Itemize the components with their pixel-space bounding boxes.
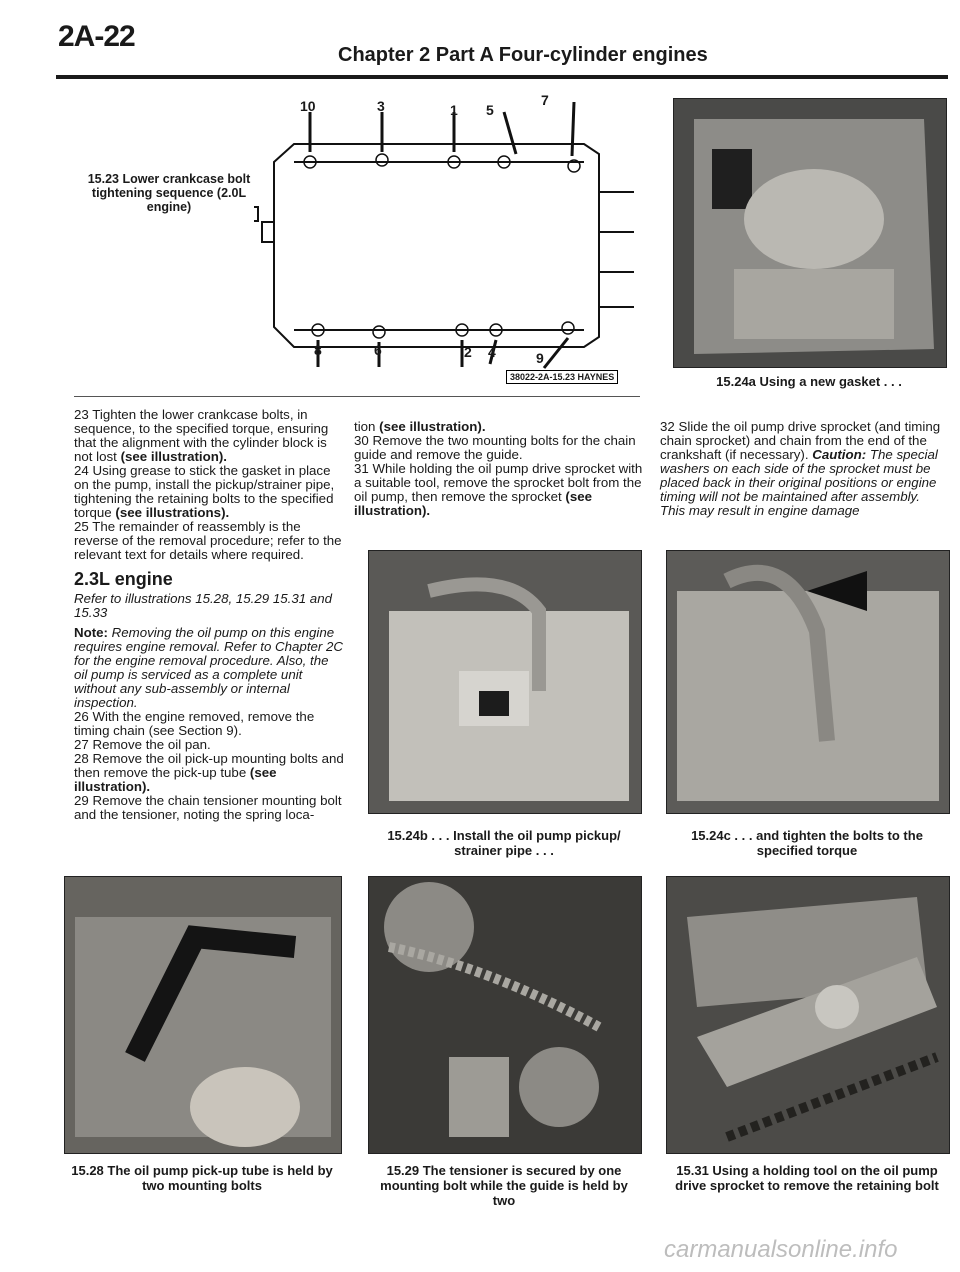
photo-15-24a [673,98,947,368]
page-number: 2A-22 [58,20,135,53]
paragraph-26: 26 With the engine removed, remove the timing chain (see Section 9). [74,709,315,738]
caption-15-24c: 15.24c . . . and tighten the bolts to the specified torque [691,828,923,858]
bolt-number-top-5: 7 [541,92,549,108]
bolt-number-bottom-5: 9 [536,350,544,366]
bolt-number-bottom-4: 4 [488,344,496,360]
photo-15-28 [64,876,342,1154]
bolt-number-bottom-1: 8 [314,342,322,358]
section-heading: 2.3L engine [74,569,173,589]
section-divider [74,396,640,397]
caption-15-28: 15.28 The oil pump pick-up tube is held by two mounting bolts [71,1163,333,1193]
caption-15-29: 15.29 The tensioner is secured by one mounting bolt while the guide is held by two [380,1163,628,1208]
watermark: carmanualsonline.info [664,1236,898,1263]
chapter-title: Chapter 2 Part A Four-cylinder engines [338,44,708,66]
paragraph-27: 27 Remove the oil pan. [74,737,211,752]
bolt-number-bottom-2: 6 [374,342,382,358]
photo-15-24c [666,550,950,814]
diagram-15-23 [74,92,644,388]
bolt-number-bottom-3: 2 [464,344,472,360]
illustration-reference: Refer to illustrations 15.28, 15.29 15.31 and 15.33 [74,591,332,620]
photo-15-24b [368,550,642,814]
crankcase-outline-drawing [254,92,644,388]
paragraph-29-cont: tion (see illustration). [354,419,486,434]
paragraph-30: 30 Remove the two mounting bolts for the chain guide and remove the guide. [354,433,636,462]
header-rule [56,75,948,79]
diagram-caption: 15.23 Lower crankcase bolt tightening sequence (2.0L engine) [87,172,251,214]
paragraph-28: 28 Remove the oil pick-up mounting bolts and then remove the pick-up tube (see illustration). [74,751,344,794]
bolt-number-top-3: 1 [450,102,458,118]
paragraph-29: 29 Remove the chain tensioner mounting bolt and the tensioner, noting the spring loca- [74,793,342,822]
paragraph-31: 31 While holding the oil pump drive sprocket with a suitable tool, remove the sprocket bolt from the oil pump, then remove the sprocket (see illustration). [354,461,643,518]
diagram-reference: 38022-2A-15.23 HAYNES [506,370,618,384]
photo-15-29 [368,876,642,1154]
caption-15-31: 15.31 Using a holding tool on the oil pump drive sprocket to remove the retaining bolt [675,1163,939,1193]
photo-15-31 [666,876,950,1154]
paragraph-32: 32 Slide the oil pump drive sprocket (and timing chain sprocket) and chain from the end of the crankshaft (if necessary). Caution: The special washers on each side of the sprocket must be placed back in their original positions or engine timing will not be maintained after assembly. This may result in engine damage [660,419,941,518]
caption-15-24b: 15.24b . . . Install the oil pump pickup/ strainer pipe . . . [387,828,621,858]
note: Note: Removing the oil pump on this engine requires engine removal. Refer to Chapter 2C for the engine removal procedure. Also, the oil pump is serviced as a complete unit without any sub-assembly or internal inspection. [74,625,344,710]
paragraph-25: 25 The remainder of reassembly is the reverse of the removal procedure; refer to the relevant text for details where required. [74,519,342,562]
text-column-2 [354,420,646,518]
bolt-number-top-4: 5 [486,102,494,118]
text-column-1 [74,408,344,822]
caption-15-24a: 15.24a Using a new gasket . . . [716,374,902,389]
paragraph-24: 24 Using grease to stick the gasket in place on the pump, install the pickup/strainer pipe, tightening the retaining bolts to the specified torque (see illustrations). [74,463,335,520]
paragraph-23: 23 Tighten the lower crankcase bolts, in sequence, to the specified torque, ensuring that the alignment with the cylinder block is not lost (see illustration). [74,407,329,464]
bolt-number-top-1: 10 [300,98,316,114]
bolt-number-top-2: 3 [377,98,385,114]
text-column-3 [660,420,946,518]
